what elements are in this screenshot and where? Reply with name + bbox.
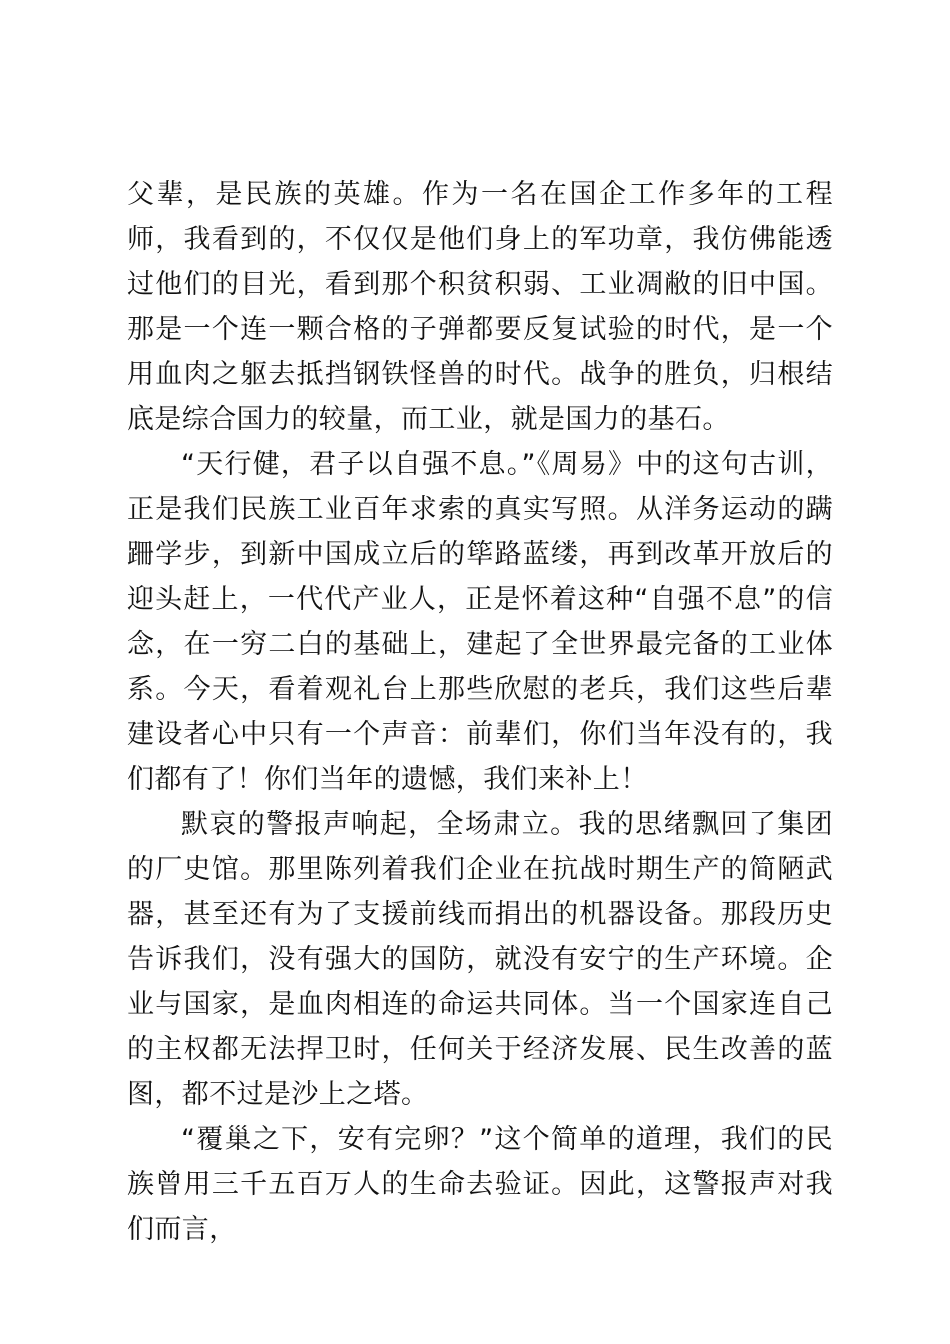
paragraph-siren: 默哀的警报声响起，全场肃立。我的思绪飘回了集团的厂史馆。那里陈列着我们企业在抗战时期生产的简陋武器，甚至还有为了支援前线而捐出的机器设备。那段历史告诉我们，没有强大的国防，就没有安宁的生产环境。企业与国家，是血肉相连的命运共同体。当一个国家连自己的主权都无法捍卫时，任何关于经济发展、民生改善的蓝图，都不过是沙上之塔。 — [127, 809, 833, 1110]
paragraph-zhouyi-quote: “天行健，君子以自强不息。”《周易》中的这句古训，正是我们民族工业百年求索的真实写照。从洋务运动的蹒跚学步，到新中国成立后的筚路蓝缕，再到改革开放后的迎头赶上，一代代产业人，正是怀着这种“自强不息”的信念，在一穷二白的基础上，建起了全世界最完备的工业体系。今天，看着观礼台上那些欣慰的老兵，我们这些后辈建设者心中只有一个声音：前辈们，你们当年没有的，我们都有了！你们当年的遗憾，我们来补上！ — [127, 449, 833, 795]
body-text — [127, 172, 833, 1252]
paragraph-continued: 父辈，是民族的英雄。作为一名在国企工作多年的工程师，我看到的，不仅仅是他们身上的军功章，我仿佛能透过他们的目光，看到那个积贫积弱、工业凋敝的旧中国。那是一个连一颗合格的子弹都要反复试验的时代，是一个用血肉之躯去抵挡钢铁怪兽的时代。战争的胜负，归根结底是综合国力的较量，而工业，就是国力的基石。 — [127, 179, 833, 435]
paragraph-nest-quote: “覆巢之下，安有完卵？”这个简单的道理，我们的民族曾用三千五百万人的生命去验证。因此，这警报声对我们而言， — [127, 1124, 833, 1245]
